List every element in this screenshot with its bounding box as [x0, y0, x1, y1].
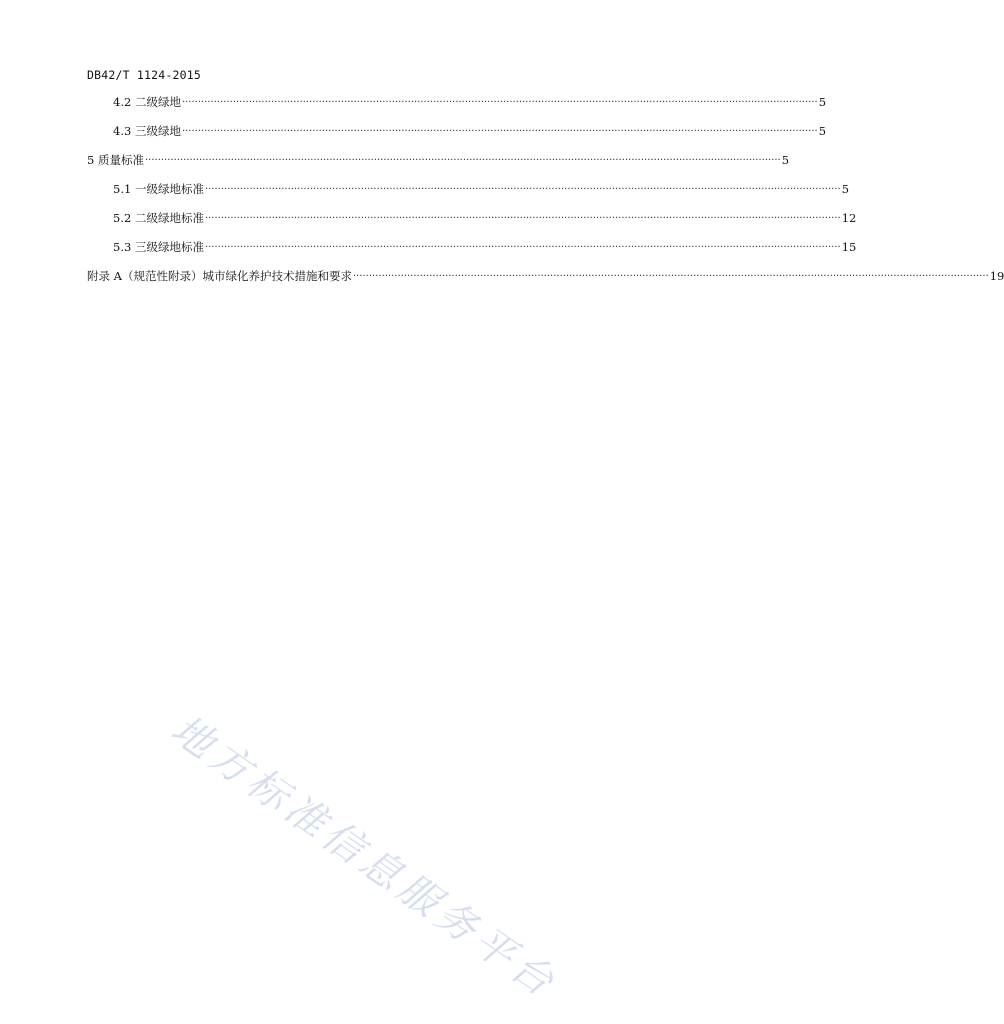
toc-entry-page: 12 — [841, 211, 857, 225]
watermark-text: 地方标准信息服务平台 — [162, 706, 566, 1009]
toc-entry-label: 5.3 三级绿地标准 — [113, 240, 204, 254]
toc-leader-dots: ········································································································································································································ — [144, 155, 781, 166]
toc-leader-dots: ········································································································································································································ — [181, 97, 818, 108]
toc-entry-page: 19 — [989, 269, 1004, 283]
toc-entry-4-2[interactable] — [113, 95, 827, 109]
toc-entry-page: 5 — [818, 124, 827, 138]
toc-entry-label: 5.2 二级绿地标准 — [113, 211, 204, 225]
document-code-header: DB42/T 1124-2015 — [87, 68, 201, 82]
toc-entry-label: 5 质量标准 — [87, 153, 144, 167]
toc-entry-page: 15 — [841, 240, 857, 254]
toc-entry-label: 5.1 一级绿地标准 — [113, 182, 204, 196]
toc-leader-dots: ········································································································································································································ — [204, 213, 841, 224]
toc-entry-label: 4.3 三级绿地 — [113, 124, 181, 138]
toc-entry-appendix-a[interactable] — [87, 269, 1004, 283]
toc-entry-5-2[interactable] — [113, 211, 857, 225]
toc-entry-page: 5 — [841, 182, 850, 196]
toc-entry-label: 附录 A（规范性附录）城市绿化养护技术措施和要求 — [87, 269, 352, 283]
toc-entry-5[interactable] — [87, 153, 790, 167]
toc-entry-page: 5 — [781, 153, 790, 167]
toc-entry-page: 5 — [818, 95, 827, 109]
toc-entry-5-3[interactable] — [113, 240, 857, 254]
toc-entry-5-1[interactable] — [113, 182, 850, 196]
toc-entry-label: 4.2 二级绿地 — [113, 95, 181, 109]
toc-leader-dots: ········································································································································································································ — [204, 242, 841, 253]
toc-leader-dots: ········································································································································································································ — [181, 126, 818, 137]
toc-entry-4-3[interactable] — [113, 124, 827, 138]
toc-leader-dots: ········································································································································································································ — [352, 271, 989, 282]
toc-leader-dots: ········································································································································································································ — [204, 184, 841, 195]
